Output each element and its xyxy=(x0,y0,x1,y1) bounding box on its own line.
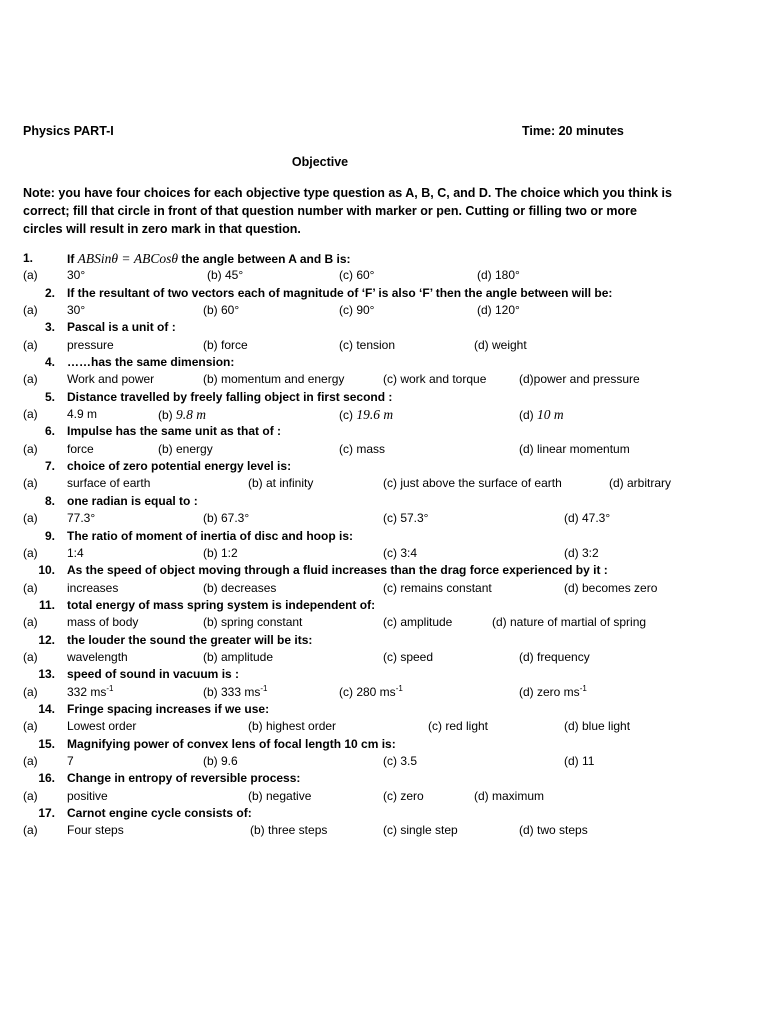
question-row xyxy=(0,632,768,649)
question-text xyxy=(67,250,351,268)
option-d[interactable]: (d) zero $ms^{-1}$ xyxy=(519,683,587,699)
question-row xyxy=(0,319,768,336)
question-row xyxy=(0,528,768,545)
option-b[interactable]: (b) spring constant xyxy=(203,615,303,630)
option-b[interactable]: (b) 1:2 xyxy=(203,545,238,560)
question-text: The ratio of moment of inertia of disc and hoop is: xyxy=(67,528,354,543)
option-a[interactable]: Lowest order xyxy=(67,719,137,734)
options-row xyxy=(0,545,768,562)
option-a[interactable]: surface of earth xyxy=(67,476,151,491)
question-number: 17. xyxy=(38,806,55,820)
option-a[interactable]: 332 $ms^{-1}$ xyxy=(67,683,114,699)
option-b[interactable]: (b) 333 $ms^{-1}$ xyxy=(203,683,268,699)
option-d[interactable]: (d) becomes zero xyxy=(564,580,658,595)
option-a-label: (a) xyxy=(23,580,38,595)
option-c[interactable]: (c) work and torque xyxy=(383,372,487,387)
option-d[interactable] xyxy=(519,406,564,424)
option-d[interactable]: (d) arbitrary xyxy=(609,476,672,491)
option-d[interactable]: (d) weight xyxy=(474,337,527,352)
options-row xyxy=(0,510,768,527)
question-row xyxy=(0,285,768,302)
option-a-label: (a) xyxy=(23,372,38,387)
question-text: Change in entropy of reversible process: xyxy=(67,771,301,786)
option-b[interactable]: (b) 67.3° xyxy=(203,511,250,526)
option-c[interactable]: (c) remains constant xyxy=(383,580,492,595)
question-row xyxy=(0,423,768,440)
options-row xyxy=(0,302,768,319)
time-limit: Time: 20 minutes xyxy=(522,124,624,138)
options-row xyxy=(0,406,768,423)
options-row xyxy=(0,371,768,388)
option-a-label: (a) xyxy=(23,649,38,664)
option-b[interactable]: (b) at infinity xyxy=(248,476,314,491)
option-label: (c) xyxy=(339,408,357,423)
question-list xyxy=(0,250,768,840)
option-value: 10 m xyxy=(537,407,564,423)
question-row xyxy=(0,597,768,614)
option-b[interactable]: (b) 45° xyxy=(207,268,244,283)
options-row xyxy=(0,337,768,354)
question-row xyxy=(0,354,768,371)
question-text: Magnifying power of convex lens of focal length 10 cm is: xyxy=(67,736,396,751)
option-c[interactable]: (c) single step xyxy=(383,823,458,838)
question-text: speed of sound in vacuum is : xyxy=(67,667,240,682)
question-number: 11. xyxy=(38,597,55,612)
option-c[interactable]: (c) zero xyxy=(383,788,424,803)
option-d[interactable]: (d) nature of martial of spring xyxy=(492,615,647,630)
question-number: 7. xyxy=(44,459,55,474)
option-c[interactable]: (c) amplitude xyxy=(383,615,453,630)
option-a[interactable]: increases xyxy=(67,580,119,595)
option-c[interactable]: (c) mass xyxy=(339,441,385,456)
question-text: Impulse has the same unit as that of : xyxy=(67,424,282,439)
question-row xyxy=(0,736,768,753)
option-a-label: (a) xyxy=(23,476,38,491)
option-c[interactable] xyxy=(339,406,393,424)
option-a-label: (a) xyxy=(23,407,38,422)
option-b[interactable]: (b) energy xyxy=(158,441,213,456)
option-c[interactable]: (c) red light xyxy=(428,719,489,734)
options-row xyxy=(0,614,768,631)
question-row xyxy=(0,562,768,579)
option-d[interactable]: (d) two steps xyxy=(519,823,588,838)
option-a[interactable]: 30° xyxy=(67,303,86,318)
question-text-prefix: If xyxy=(67,252,78,266)
option-a-label: (a) xyxy=(23,511,38,526)
question-row xyxy=(0,389,768,406)
option-a[interactable]: pressure xyxy=(67,337,114,352)
question-number: 2. xyxy=(44,285,55,300)
options-row xyxy=(0,475,768,492)
option-a[interactable]: positive xyxy=(67,788,108,803)
option-a-label: (a) xyxy=(23,303,38,318)
option-d[interactable]: (d) maximum xyxy=(474,788,545,803)
question-text: one radian is equal to : xyxy=(67,493,198,508)
option-value: 9.8 m xyxy=(176,407,206,423)
question-equation: ABSinθ = ABCosθ xyxy=(77,251,179,266)
option-a[interactable]: force xyxy=(67,441,94,456)
question-number: 15. xyxy=(38,736,55,751)
option-d[interactable]: (d) 180° xyxy=(477,268,520,283)
question-text: total energy of mass spring system is independent of: xyxy=(67,597,376,612)
option-a-label: (a) xyxy=(23,684,38,699)
question-text: the louder the sound the greater will be its: xyxy=(67,632,313,647)
option-d[interactable]: (d) 11 xyxy=(564,753,595,768)
option-a-label: (a) xyxy=(23,823,38,838)
question-number: 9. xyxy=(44,528,55,543)
option-c[interactable]: (c) just above the surface of earth xyxy=(383,476,562,491)
option-b[interactable]: (b) momentum and energy xyxy=(203,372,345,387)
question-row xyxy=(0,770,768,787)
option-d[interactable]: (d)power and pressure xyxy=(519,372,640,387)
options-row xyxy=(0,441,768,458)
option-d[interactable]: (d) linear momentum xyxy=(519,441,630,456)
option-c[interactable]: (c) 3.5 xyxy=(383,753,418,768)
question-text: Pascal is a unit of : xyxy=(67,320,176,335)
option-c[interactable]: (c) tension xyxy=(339,337,396,352)
option-a-label: (a) xyxy=(23,441,38,456)
question-number: 10. xyxy=(38,563,55,578)
option-label: (b) xyxy=(158,408,176,423)
question-text: choice of zero potential energy level is: xyxy=(67,459,292,474)
question-text-suffix: the angle between A and B is: xyxy=(178,252,351,266)
option-a[interactable]: mass of body xyxy=(67,615,139,630)
option-b[interactable]: (b) 9.6 xyxy=(203,753,238,768)
option-c[interactable]: (c) 3:4 xyxy=(383,545,418,560)
question-number: 12. xyxy=(38,632,55,647)
option-a[interactable]: 1:4 xyxy=(67,545,84,560)
question-text: Distance travelled by freely falling object in first second : xyxy=(67,389,393,404)
option-a[interactable]: Work and power xyxy=(67,372,155,387)
option-d[interactable]: (d) frequency xyxy=(519,649,590,664)
options-row xyxy=(0,822,768,839)
option-b[interactable]: (b) 60° xyxy=(203,303,240,318)
option-a[interactable]: 30° xyxy=(67,268,86,283)
option-d[interactable]: (d) 47.3° xyxy=(564,511,611,526)
page-title: Objective xyxy=(291,155,349,169)
options-row xyxy=(0,753,768,770)
question-row xyxy=(0,701,768,718)
option-b[interactable]: (b) decreases xyxy=(203,580,277,595)
question-number: 3. xyxy=(44,320,55,335)
option-c[interactable]: (c) 57.3° xyxy=(383,511,429,526)
option-b[interactable]: (b) amplitude xyxy=(203,649,274,664)
question-text: ……has the same dimension: xyxy=(67,355,235,370)
option-b[interactable] xyxy=(158,406,206,424)
question-text: Fringe spacing increases if we use: xyxy=(67,701,270,716)
options-row xyxy=(0,580,768,597)
question-number: 8. xyxy=(44,493,55,508)
option-b[interactable]: (b) negative xyxy=(248,788,312,803)
question-row xyxy=(0,805,768,822)
question-number: 6. xyxy=(44,424,55,439)
option-a-label: (a) xyxy=(23,719,38,734)
question-number: 13. xyxy=(38,667,55,682)
question-number: 4. xyxy=(44,355,55,370)
options-row xyxy=(0,788,768,805)
instructions-note: Note: you have four choices for each objective type question as A, B, C, and D. The choice which you think is correct; fill that circle in front of that question number with marker or pen. Cutting or filling two or more circles will result in zero mark in that question. xyxy=(23,186,672,236)
options-row xyxy=(0,718,768,735)
options-row xyxy=(0,684,768,701)
question-number: 16. xyxy=(38,771,55,786)
option-a-label: (a) xyxy=(23,545,38,560)
subject-heading: Physics PART-I xyxy=(23,124,114,138)
option-d[interactable]: (d) 120° xyxy=(477,303,520,318)
option-a[interactable]: 7 xyxy=(67,753,74,768)
option-b[interactable]: (b) force xyxy=(203,337,248,352)
option-a[interactable]: wavelength xyxy=(67,649,128,664)
option-value: 19.6 m xyxy=(356,407,394,423)
option-c[interactable]: (c) 60° xyxy=(339,268,375,283)
option-a-label: (a) xyxy=(23,753,38,768)
option-c[interactable]: (c) speed xyxy=(383,649,434,664)
option-d[interactable]: (d) blue light xyxy=(564,719,631,734)
question-number: 5. xyxy=(44,389,55,404)
question-row xyxy=(0,458,768,475)
option-c[interactable]: (c) 90° xyxy=(339,303,375,318)
question-text: If the resultant of two vectors each of magnitude of ‘F’ is also ‘F’ then the angle between will be: xyxy=(67,285,613,300)
question-number: 14. xyxy=(38,701,55,716)
question-row xyxy=(0,250,768,267)
option-a-label: (a) xyxy=(23,268,38,283)
option-a-label: (a) xyxy=(23,615,38,630)
option-b[interactable]: (b) three steps xyxy=(250,823,328,838)
option-c[interactable]: (c) 280 $ms^{-1}$ xyxy=(339,683,403,699)
option-a-label: (a) xyxy=(23,337,38,352)
question-number: 1. xyxy=(23,251,34,265)
question-row xyxy=(0,666,768,683)
question-text: As the speed of object moving through a fluid increases than the drag force experienced by it : xyxy=(67,563,608,578)
question-row xyxy=(0,493,768,510)
option-a[interactable]: Four steps xyxy=(67,823,124,838)
option-a[interactable]: 77.3° xyxy=(67,511,96,526)
question-text: Carnot engine cycle consists of: xyxy=(67,806,252,820)
option-d[interactable]: (d) 3:2 xyxy=(564,545,599,560)
option-a[interactable]: 4.9 m xyxy=(67,407,98,422)
options-row xyxy=(0,649,768,666)
option-a-label: (a) xyxy=(23,788,38,803)
options-row xyxy=(0,267,768,284)
option-label: (d) xyxy=(519,408,537,423)
option-b[interactable]: (b) highest order xyxy=(248,719,337,734)
